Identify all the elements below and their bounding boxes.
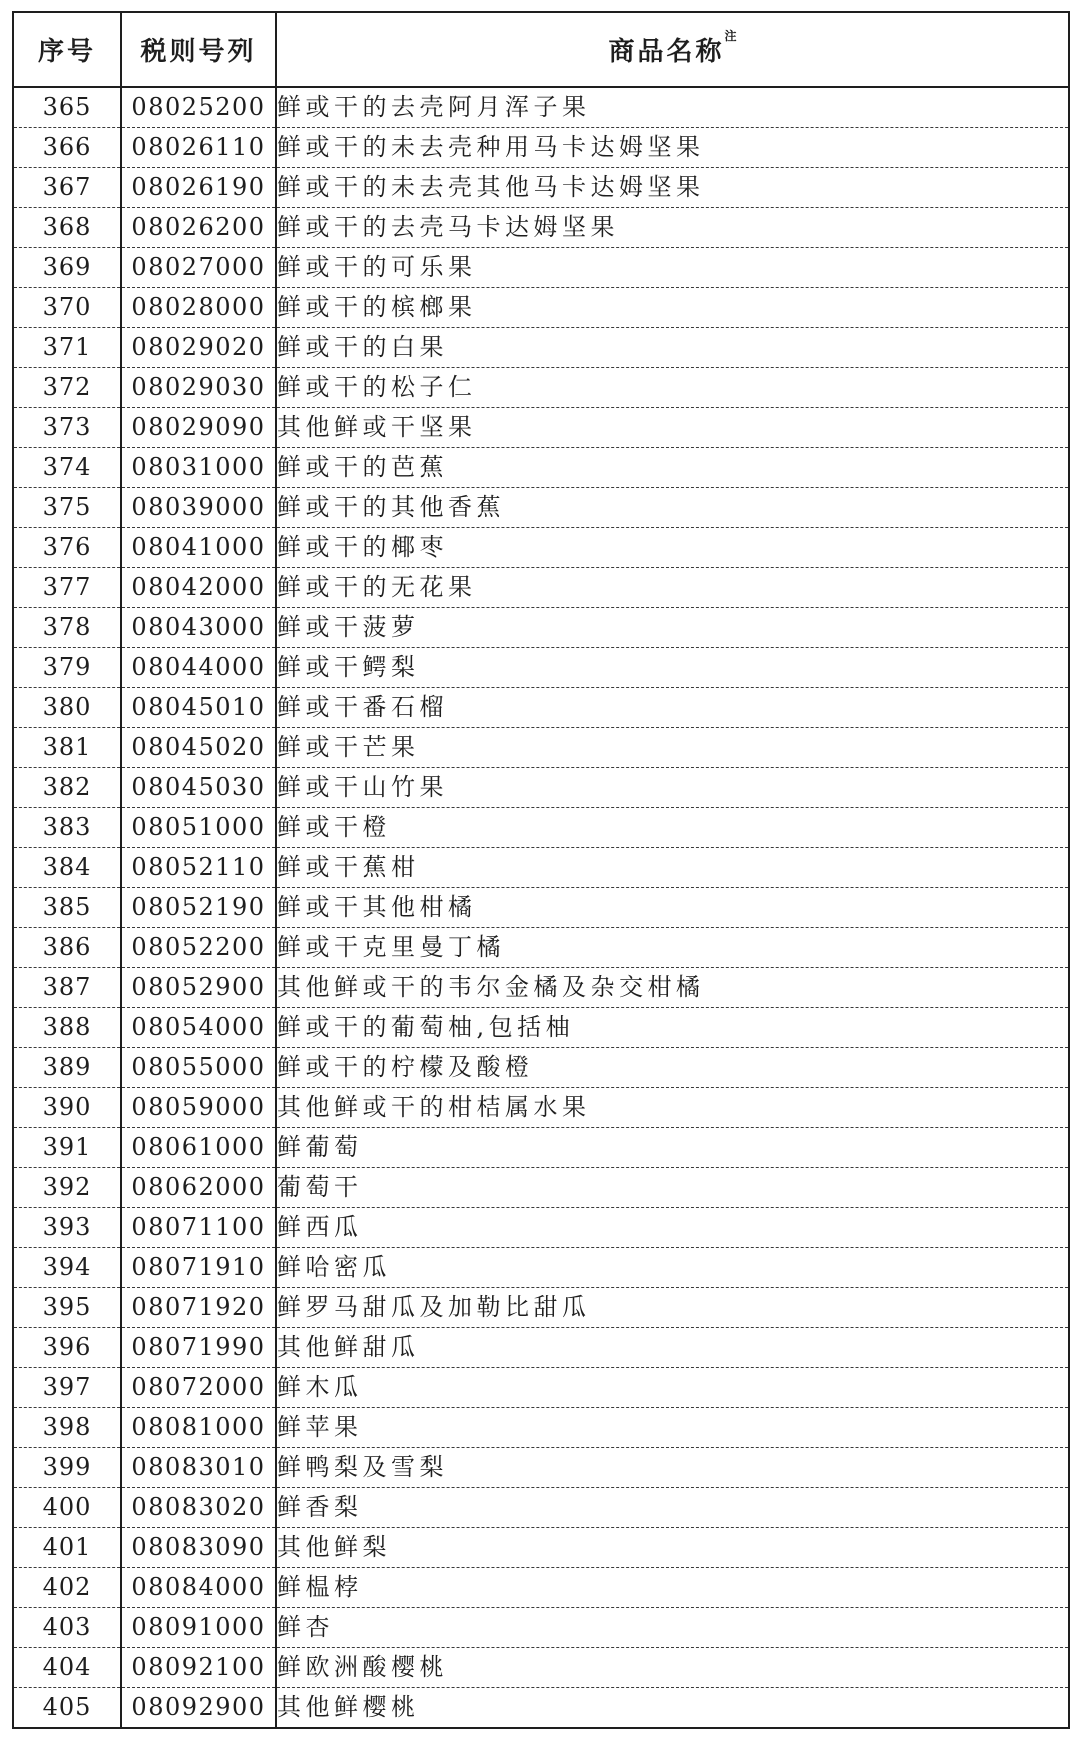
table-body — [13, 87, 1069, 1728]
seq-cell: 397 — [13, 1368, 121, 1408]
seq-cell: 399 — [13, 1448, 121, 1488]
table-row — [13, 488, 1069, 528]
product-name-cell: 鲜或干芒果 — [276, 728, 1069, 768]
product-name-cell: 鲜或干的松子仁 — [276, 368, 1069, 408]
table-row — [13, 328, 1069, 368]
tariff-code-cell: 08039000 — [121, 488, 276, 528]
seq-cell: 369 — [13, 248, 121, 288]
product-name-cell: 鲜或干的柠檬及酸橙 — [276, 1048, 1069, 1088]
seq-cell: 403 — [13, 1608, 121, 1648]
product-name-cell: 鲜或干鳄梨 — [276, 648, 1069, 688]
table-row — [13, 1008, 1069, 1048]
table-row — [13, 1448, 1069, 1488]
tariff-code-cell: 08025200 — [121, 87, 276, 128]
tariff-code-cell: 08029090 — [121, 408, 276, 448]
product-name-cell: 鲜罗马甜瓜及加勒比甜瓜 — [276, 1288, 1069, 1328]
product-name-cell: 鲜榅桲 — [276, 1568, 1069, 1608]
tariff-code-cell: 08072000 — [121, 1368, 276, 1408]
seq-cell: 376 — [13, 528, 121, 568]
seq-cell: 380 — [13, 688, 121, 728]
product-name-cell: 鲜或干山竹果 — [276, 768, 1069, 808]
product-name-cell: 葡萄干 — [276, 1168, 1069, 1208]
seq-cell: 394 — [13, 1248, 121, 1288]
table-row — [13, 128, 1069, 168]
product-name-cell: 其他鲜或干坚果 — [276, 408, 1069, 448]
tariff-code-cell: 08027000 — [121, 248, 276, 288]
product-name-cell: 鲜木瓜 — [276, 1368, 1069, 1408]
tariff-code-cell: 08042000 — [121, 568, 276, 608]
seq-cell: 373 — [13, 408, 121, 448]
table-row — [13, 1688, 1069, 1729]
seq-cell: 381 — [13, 728, 121, 768]
table-row — [13, 1328, 1069, 1368]
seq-cell: 383 — [13, 808, 121, 848]
tariff-code-cell: 08091000 — [121, 1608, 276, 1648]
tariff-code-cell: 08045030 — [121, 768, 276, 808]
product-name-cell: 其他鲜甜瓜 — [276, 1328, 1069, 1368]
seq-cell: 400 — [13, 1488, 121, 1528]
product-name-cell: 鲜或干克里曼丁橘 — [276, 928, 1069, 968]
product-name-cell: 鲜哈密瓜 — [276, 1248, 1069, 1288]
seq-cell: 389 — [13, 1048, 121, 1088]
table-row — [13, 168, 1069, 208]
tariff-code-cell: 08043000 — [121, 608, 276, 648]
table-header — [13, 12, 1069, 87]
header-seq — [13, 12, 121, 87]
seq-cell: 386 — [13, 928, 121, 968]
product-name-cell: 鲜或干的未去壳其他马卡达姆坚果 — [276, 168, 1069, 208]
tariff-code-cell: 08052900 — [121, 968, 276, 1008]
table-row — [13, 448, 1069, 488]
seq-cell: 391 — [13, 1128, 121, 1168]
product-name-cell: 鲜或干的可乐果 — [276, 248, 1069, 288]
product-name-cell: 其他鲜或干的柑桔属水果 — [276, 1088, 1069, 1128]
product-name-cell: 鲜或干蕉柑 — [276, 848, 1069, 888]
product-name-cell: 其他鲜樱桃 — [277, 1693, 420, 1721]
table-row — [13, 1208, 1069, 1248]
header-note-mark: 注 — [724, 29, 737, 43]
table-row — [13, 87, 1069, 128]
product-name-cell: 鲜或干的椰枣 — [276, 528, 1069, 568]
table-row — [13, 768, 1069, 808]
header-tariff-code — [121, 12, 276, 87]
table-row — [13, 968, 1069, 1008]
tariff-code-cell: 08071920 — [121, 1288, 276, 1328]
table-row — [13, 688, 1069, 728]
tariff-code-cell: 08026110 — [121, 128, 276, 168]
product-name-cell: 鲜或干的去壳马卡达姆坚果 — [276, 208, 1069, 248]
product-name-cell: 其他鲜梨 — [276, 1528, 1069, 1568]
product-name-cell: 鲜或干的白果 — [276, 328, 1069, 368]
seq-cell: 396 — [13, 1328, 121, 1368]
seq-cell: 374 — [13, 448, 121, 488]
tariff-code-cell: 08052190 — [121, 888, 276, 928]
seq-cell: 377 — [13, 568, 121, 608]
seq-cell: 371 — [13, 328, 121, 368]
product-name-cell: 鲜杏 — [276, 1608, 1069, 1648]
table-row — [13, 1248, 1069, 1288]
product-name-cell: 其他鲜或干的韦尔金橘及杂交柑橘 — [276, 968, 1069, 1008]
seq-cell: 395 — [13, 1288, 121, 1328]
tariff-code-cell: 08054000 — [121, 1008, 276, 1048]
product-name-cell: 鲜或干的无花果 — [276, 568, 1069, 608]
tariff-code-cell: 08092900 — [121, 1688, 276, 1729]
seq-cell: 398 — [13, 1408, 121, 1448]
seq-cell: 375 — [13, 488, 121, 528]
product-name-cell: 鲜苹果 — [276, 1408, 1069, 1448]
seq-cell: 367 — [13, 168, 121, 208]
table-row — [13, 648, 1069, 688]
seq-cell: 387 — [13, 968, 121, 1008]
table-row — [13, 248, 1069, 288]
tariff-code-cell: 08071100 — [121, 1208, 276, 1248]
product-name-cell: 鲜或干的去壳阿月浑子果 — [276, 87, 1069, 128]
seq-cell: 382 — [13, 768, 121, 808]
seq-cell: 388 — [13, 1008, 121, 1048]
tariff-code-cell: 08028000 — [121, 288, 276, 328]
product-name-cell: 鲜或干橙 — [276, 808, 1069, 848]
table-row — [13, 848, 1069, 888]
product-name-cell: 鲜欧洲酸樱桃 — [276, 1648, 1069, 1688]
table-row — [13, 928, 1069, 968]
table-row — [13, 608, 1069, 648]
seq-cell: 372 — [13, 368, 121, 408]
tariff-code-cell: 08055000 — [121, 1048, 276, 1088]
tariff-code-cell: 08071910 — [121, 1248, 276, 1288]
product-name-cell: 鲜或干番石榴 — [276, 688, 1069, 728]
seq-cell: 378 — [13, 608, 121, 648]
tariff-code-cell: 08051000 — [121, 808, 276, 848]
seq-cell: 401 — [13, 1528, 121, 1568]
product-name-cell: 鲜西瓜 — [276, 1208, 1069, 1248]
table-row — [13, 288, 1069, 328]
product-name-cell: 鲜或干的芭蕉 — [276, 448, 1069, 488]
seq-cell: 393 — [13, 1208, 121, 1248]
tariff-code-cell: 08052200 — [121, 928, 276, 968]
tariff-code-cell: 08029020 — [121, 328, 276, 368]
tariff-code-cell: 08026190 — [121, 168, 276, 208]
tariff-code-cell: 08044000 — [121, 648, 276, 688]
tariff-code-cell: 08092100 — [121, 1648, 276, 1688]
product-name-cell: 鲜香梨 — [276, 1488, 1069, 1528]
seq-cell: 385 — [13, 888, 121, 928]
table-row — [13, 208, 1069, 248]
product-name-cell: 鲜或干的未去壳种用马卡达姆坚果 — [276, 128, 1069, 168]
seq-cell: 404 — [13, 1648, 121, 1688]
product-name-cell: 鲜或干的槟榔果 — [276, 288, 1069, 328]
seq-cell: 379 — [13, 648, 121, 688]
tariff-code-cell: 08083090 — [121, 1528, 276, 1568]
table-row — [13, 808, 1069, 848]
tariff-code-cell: 08081000 — [121, 1408, 276, 1448]
table-row — [13, 568, 1069, 608]
tariff-code-cell: 08083020 — [121, 1488, 276, 1528]
header-tariff-code-label: 税则号列 — [140, 37, 257, 67]
tariff-code-cell: 08059000 — [121, 1088, 276, 1128]
tariff-code-cell: 08052110 — [121, 848, 276, 888]
table-row — [13, 1488, 1069, 1528]
table-row — [13, 528, 1069, 568]
header-row — [13, 12, 1069, 87]
table-row — [13, 1608, 1069, 1648]
tariff-code-cell: 08084000 — [121, 1568, 276, 1608]
seq-cell: 384 — [13, 848, 121, 888]
tariff-code-cell: 08045020 — [121, 728, 276, 768]
seq-cell: 365 — [13, 87, 121, 128]
table-row — [13, 728, 1069, 768]
table-row — [13, 368, 1069, 408]
table-row — [13, 888, 1069, 928]
product-name-cell: 鲜或干的其他香蕉 — [276, 488, 1069, 528]
table-row — [13, 408, 1069, 448]
table-row — [13, 1168, 1069, 1208]
tariff-code-cell: 08029030 — [121, 368, 276, 408]
seq-cell: 366 — [13, 128, 121, 168]
tariff-code-cell: 08061000 — [121, 1128, 276, 1168]
table-row — [13, 1528, 1069, 1568]
table-row — [13, 1288, 1069, 1328]
product-name-cell: 鲜鸭梨及雪梨 — [276, 1448, 1069, 1488]
table-row — [13, 1648, 1069, 1688]
product-name-cell: 鲜或干的葡萄柚,包括柚 — [276, 1008, 1069, 1048]
tariff-code-cell: 08026200 — [121, 208, 276, 248]
seq-cell: 368 — [13, 208, 121, 248]
header-product-name — [276, 12, 1069, 87]
product-name-cell: 鲜或干其他柑橘 — [276, 888, 1069, 928]
seq-cell: 370 — [13, 288, 121, 328]
seq-cell: 405 — [13, 1688, 121, 1729]
product-name-cell: 鲜或干菠萝 — [276, 608, 1069, 648]
tariff-code-cell: 08062000 — [121, 1168, 276, 1208]
tariff-code-cell: 08045010 — [121, 688, 276, 728]
table-row — [13, 1368, 1069, 1408]
table-row — [13, 1048, 1069, 1088]
seq-cell: 402 — [13, 1568, 121, 1608]
table-row — [13, 1128, 1069, 1168]
table-row — [13, 1568, 1069, 1608]
tariff-table — [12, 11, 1070, 1729]
tariff-code-cell: 08083010 — [121, 1448, 276, 1488]
tariff-code-cell: 08031000 — [121, 448, 276, 488]
header-seq-label: 序号 — [37, 37, 96, 67]
table-row — [13, 1408, 1069, 1448]
seq-cell: 390 — [13, 1088, 121, 1128]
table-row — [13, 1088, 1069, 1128]
seq-cell: 392 — [13, 1168, 121, 1208]
header-product-name-label: 商品名称 — [608, 37, 725, 67]
product-name-cell: 鲜葡萄 — [276, 1128, 1069, 1168]
tariff-code-cell: 08041000 — [121, 528, 276, 568]
tariff-code-cell: 08071990 — [121, 1328, 276, 1368]
